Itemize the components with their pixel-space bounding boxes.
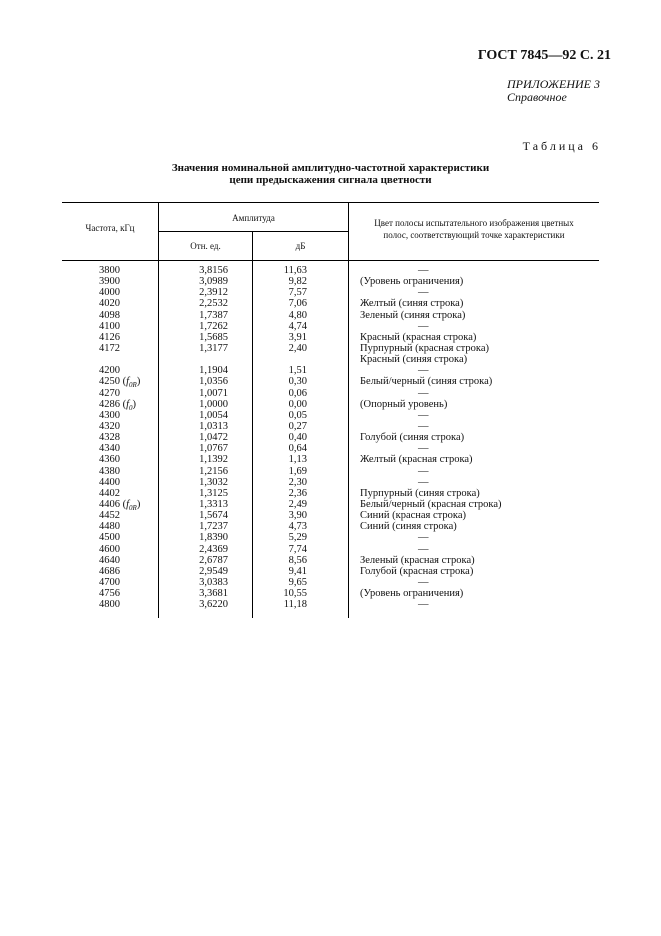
table-row xyxy=(62,365,599,376)
cell-relative: 1,8390 xyxy=(199,532,228,544)
table-title-line2: цепи предыскажения сигнала цветности xyxy=(229,174,432,186)
cell-relative: 1,2156 xyxy=(199,465,228,477)
cell-color: (Уровень ограничения) xyxy=(360,588,464,600)
cell-color: Красный (синяя строка) xyxy=(360,354,468,366)
cell-color: — xyxy=(418,443,429,455)
cell-relative: 1,0000 xyxy=(199,398,228,410)
cell-db: 9,41 xyxy=(288,565,307,577)
cell-frequency: 4402 xyxy=(99,487,120,499)
cell-frequency: 4800 xyxy=(99,599,120,611)
cell-relative: 1,0767 xyxy=(199,443,228,455)
cell-frequency: 4340 xyxy=(99,443,120,455)
cell-color: Белый/черный (синяя строка) xyxy=(360,376,493,388)
cell-color: — xyxy=(418,387,429,399)
cell-color: Зеленый (красная строка) xyxy=(360,554,475,566)
table-row xyxy=(62,599,599,610)
table-rows xyxy=(62,265,599,610)
cell-frequency: 4020 xyxy=(99,298,120,310)
table-row xyxy=(62,276,599,287)
cell-db: 1,13 xyxy=(288,454,307,466)
cell-relative: 1,5685 xyxy=(199,331,228,343)
table-row xyxy=(62,399,599,410)
cell-frequency: 4098 xyxy=(99,309,120,321)
table-row xyxy=(62,588,599,599)
data-table xyxy=(62,202,599,618)
cell-db: 1,69 xyxy=(288,465,307,477)
cell-frequency: 4640 xyxy=(99,554,120,566)
cell-relative: 1,5674 xyxy=(199,510,228,522)
cell-color: — xyxy=(418,465,429,477)
cell-db: 1,51 xyxy=(288,365,307,377)
column-header-relative-units: Отн. ед. xyxy=(190,241,221,251)
cell-db: 4,74 xyxy=(288,320,307,332)
cell-db: 5,29 xyxy=(288,532,307,544)
cell-color: Синий (синяя строка) xyxy=(360,521,457,533)
cell-db: 0,27 xyxy=(288,420,307,432)
cell-relative: 1,0472 xyxy=(199,432,228,444)
cell-color: Желтый (красная строка) xyxy=(360,454,473,466)
cell-db: 7,06 xyxy=(288,298,307,310)
cell-frequency: 4360 xyxy=(99,454,120,466)
cell-db: 11,18 xyxy=(283,599,307,611)
cell-relative: 1,7237 xyxy=(199,521,228,533)
cell-db: 3,91 xyxy=(288,331,307,343)
table-header xyxy=(62,202,599,261)
cell-color: Синий (красная строка) xyxy=(360,510,466,522)
cell-relative: 1,7387 xyxy=(199,309,228,321)
table-row xyxy=(62,321,599,332)
table-row xyxy=(62,298,599,309)
cell-relative: 1,3313 xyxy=(199,498,228,510)
cell-db: 0,00 xyxy=(288,398,307,410)
column-header-color: Цвет полосы испытательного изображения цветных полос, соответствующий точке характеристики xyxy=(374,218,574,240)
cell-db: 8,56 xyxy=(288,554,307,566)
cell-color: Красный (красная строка) xyxy=(360,331,477,343)
cell-color: (Уровень ограничения) xyxy=(360,276,464,288)
cell-db: 7,74 xyxy=(288,543,307,555)
table-row xyxy=(62,544,599,555)
cell-relative: 2,2532 xyxy=(199,298,228,310)
cell-frequency: 4200 xyxy=(99,365,120,377)
appendix-title: ПРИЛОЖЕНИЕ 3 xyxy=(507,77,600,91)
cell-frequency: 4126 xyxy=(99,331,120,343)
cell-db: 2,49 xyxy=(288,498,307,510)
table-title xyxy=(0,162,661,186)
table-number: Таблица 6 xyxy=(522,139,601,153)
cell-frequency: 4300 xyxy=(99,409,120,421)
cell-db: 2,36 xyxy=(288,487,307,499)
table-row xyxy=(62,410,599,421)
table-row xyxy=(62,532,599,543)
cell-color: — xyxy=(418,599,429,611)
cell-relative: 3,0989 xyxy=(199,276,228,288)
cell-frequency: 4686 xyxy=(99,565,120,577)
table-row xyxy=(62,498,599,513)
table-row xyxy=(62,388,599,399)
cell-frequency: 4480 xyxy=(99,521,120,533)
cell-frequency: 4452 xyxy=(99,510,120,522)
table-row xyxy=(62,443,599,454)
cell-relative: 1,1904 xyxy=(199,365,228,377)
cell-color: — xyxy=(418,265,429,276)
document-header: ГОСТ 7845—92 С. 21 xyxy=(477,48,611,63)
cell-db: 0,40 xyxy=(288,432,307,444)
table-row xyxy=(62,466,599,477)
cell-db: 11,63 xyxy=(283,265,307,276)
cell-color: — xyxy=(418,409,429,421)
cell-color: — xyxy=(418,287,429,299)
cell-relative: 1,0054 xyxy=(199,409,228,421)
cell-frequency: 4320 xyxy=(99,420,120,432)
cell-db: 0,30 xyxy=(288,376,307,388)
table-row xyxy=(62,421,599,432)
cell-frequency: 4380 xyxy=(99,465,120,477)
appendix-subtitle: Справочное xyxy=(507,90,567,104)
cell-frequency: 4250 $(f_{0R})$ xyxy=(99,376,141,390)
cell-relative: 1,7262 xyxy=(199,320,228,332)
cell-db: 2,30 xyxy=(288,476,307,488)
cell-frequency: 4400 xyxy=(99,476,120,488)
table-row xyxy=(62,555,599,566)
table-row xyxy=(62,577,599,588)
cell-color: Голубой (синяя строка) xyxy=(360,432,465,444)
column-header-db: дБ xyxy=(295,241,306,251)
cell-db: 4,80 xyxy=(288,309,307,321)
cell-frequency: 4600 xyxy=(99,543,120,555)
cell-frequency: 4286 $(f_0)$ xyxy=(99,398,137,412)
table-row xyxy=(62,454,599,465)
column-header-frequency: Частота, кГц xyxy=(85,223,135,233)
cell-color: (Опорный уровень) xyxy=(360,398,448,410)
cell-color: — xyxy=(418,476,429,488)
cell-db: 3,90 xyxy=(288,510,307,522)
table-row xyxy=(62,343,599,354)
table-row xyxy=(62,566,599,577)
cell-frequency: 3900 xyxy=(99,276,120,288)
cell-relative: 3,6220 xyxy=(199,599,228,611)
cell-db: 9,65 xyxy=(288,576,307,588)
cell-relative: 1,0356 xyxy=(199,376,228,388)
cell-frequency: 4756 xyxy=(99,588,120,600)
cell-color: Пурпурный (красная строка) xyxy=(360,342,489,354)
cell-db: 0,06 xyxy=(288,387,307,399)
cell-color: Зеленый (синяя строка) xyxy=(360,309,466,321)
cell-db: 10,55 xyxy=(283,588,307,600)
cell-frequency: 4328 xyxy=(99,432,120,444)
cell-frequency: 3800 xyxy=(99,265,120,276)
cell-relative: 2,4369 xyxy=(199,543,228,555)
cell-db: 4,73 xyxy=(288,521,307,533)
cell-db: 0,64 xyxy=(288,443,307,455)
cell-relative: 3,0383 xyxy=(199,576,228,588)
cell-relative: 1,0071 xyxy=(199,387,228,399)
table-row xyxy=(62,521,599,532)
cell-relative: 3,3681 xyxy=(199,588,228,600)
table-row xyxy=(62,510,599,521)
table-row xyxy=(62,310,599,321)
table-row xyxy=(62,354,599,365)
cell-color: — xyxy=(418,365,429,377)
cell-color: — xyxy=(418,543,429,555)
cell-relative: 1,0313 xyxy=(199,420,228,432)
cell-relative: 3,8156 xyxy=(199,265,228,276)
cell-color: Желтый (синяя строка) xyxy=(360,298,464,310)
table-row xyxy=(62,332,599,343)
cell-relative: 1,3177 xyxy=(199,342,228,354)
cell-frequency: 4700 xyxy=(99,576,120,588)
cell-frequency: 4406 $(f_{0R})$ xyxy=(99,498,141,513)
table-row xyxy=(62,376,599,390)
cell-color: — xyxy=(418,420,429,432)
table-row xyxy=(62,287,599,298)
table-title-line1: Значения номинальной амплитудно-частотной характеристики xyxy=(171,162,490,174)
table-body xyxy=(62,261,599,618)
cell-frequency: 4500 xyxy=(99,532,120,544)
cell-relative: 1,3032 xyxy=(199,476,228,488)
cell-color: — xyxy=(418,532,429,544)
cell-color: Голубой (красная строка) xyxy=(360,565,474,577)
cell-color: Пурпурный (синяя строка) xyxy=(360,487,480,499)
cell-db: 2,40 xyxy=(288,342,307,354)
cell-color: Белый/черный (красная строка) xyxy=(360,498,502,510)
cell-frequency: 4100 xyxy=(99,320,120,332)
cell-color: — xyxy=(418,576,429,588)
cell-relative: 1,1392 xyxy=(199,454,228,466)
table-row xyxy=(62,432,599,443)
table-row xyxy=(62,265,599,276)
column-header-amplitude: Амплитуда xyxy=(232,213,275,223)
cell-relative: 1,3125 xyxy=(199,487,228,499)
cell-db: 0,05 xyxy=(288,409,307,421)
cell-relative: 2,3912 xyxy=(199,287,228,299)
cell-relative: 2,9549 xyxy=(199,565,228,577)
cell-db: 7,57 xyxy=(288,287,307,299)
cell-color: — xyxy=(418,320,429,332)
appendix-label xyxy=(507,78,600,104)
cell-frequency: 4000 xyxy=(99,287,120,299)
cell-relative: 2,6787 xyxy=(199,554,228,566)
cell-frequency: 4270 xyxy=(99,387,120,399)
cell-frequency: 4172 xyxy=(99,342,120,354)
table-row xyxy=(62,488,599,499)
cell-db: 9,82 xyxy=(288,276,307,288)
table-row xyxy=(62,477,599,488)
